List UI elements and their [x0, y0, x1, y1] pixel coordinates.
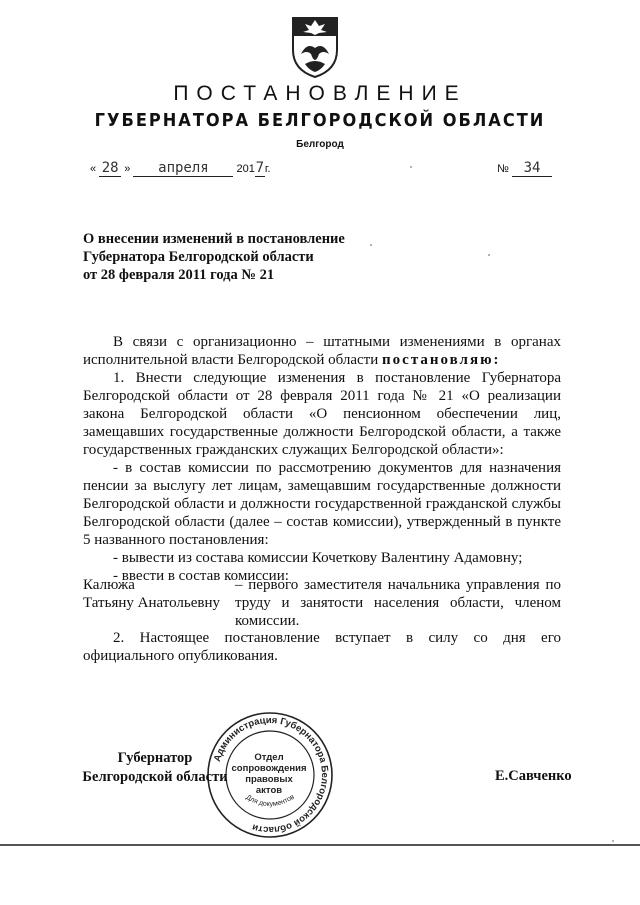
- subject-line: О внесении изменений в постановление: [83, 231, 345, 247]
- signatory-title-line: Белгородской области: [82, 769, 228, 785]
- date-year-unit: г.: [264, 163, 271, 175]
- member-name: [83, 576, 233, 612]
- scan-speck: [488, 254, 490, 256]
- stamp-line: правовых: [245, 774, 293, 785]
- document-type: ПОСТАНОВЛЕНИЕ: [173, 82, 467, 105]
- signatory-title: [70, 749, 240, 787]
- preamble-text: В связи с организационно – штатными изменениями в органах исполнительной власти Белгородской области: [83, 334, 561, 368]
- document-body: [83, 333, 561, 585]
- signatory-name: Е.Савченко: [495, 768, 572, 784]
- stamp-line: Отдел: [254, 752, 284, 763]
- paragraph-commission: - в состав комиссии по рассмотрению документов для назначения пенсии за выслугу лет лицам, замещавшим государственные должности Белгородской области и должности государственной гражданской службы Белгородской области (далее – состав комиссии), утвержденный в пункте 5 названного постановления:: [83, 460, 561, 548]
- stamp-bottom-text: Для документов: [244, 793, 296, 809]
- stamp-line: актов: [255, 785, 283, 796]
- subject-line: от 28 февраля 2011 года № 21: [83, 267, 275, 283]
- member-given-name: Татьяну Анатольевну: [83, 595, 221, 611]
- stamp-ring-text: Администрация Губернатора Белгородской области: [211, 714, 331, 836]
- city-name: Белгород: [296, 139, 344, 150]
- scan-border-line: [0, 844, 640, 846]
- resolution-word: постановляю:: [382, 352, 501, 368]
- subject-line: Губернатора Белгородской области: [83, 249, 314, 265]
- final-clause: [83, 629, 561, 665]
- scan-speck: [612, 840, 614, 842]
- number-value: 34: [512, 160, 552, 177]
- date-month: апреля: [133, 160, 233, 177]
- date-year-prefix: 201: [236, 163, 255, 175]
- paragraph-remove: - вывести из состава комиссии Кочеткову Валентину Адамовну;: [113, 550, 523, 566]
- scan-speck: [410, 166, 412, 168]
- subject-heading: [83, 230, 383, 284]
- date-open-quote: «: [90, 163, 97, 175]
- member-surname: Калюжа: [83, 577, 135, 593]
- date-day: 28: [99, 160, 121, 177]
- issuer-title: ГУБЕРНАТОРА БЕЛГОРОДСКОЙ ОБЛАСТИ: [94, 110, 546, 131]
- date-year-suffix: 7: [255, 160, 265, 176]
- paragraph-item-2: 2. Настоящее постановление вступает в силу со дня его официального опубликования.: [83, 630, 561, 664]
- date-number-line: [90, 160, 560, 180]
- paragraph-item-1: 1. Внести следующие изменения в постановление Губернатора Белгородской области от 28 февраля 2011 года № 21 «О реализации закона Белгородской области «О пенсионном обеспечении лиц, замещавших государственные должности Белгородской области, а также государственных гражданских служащих Белгородской области»:: [83, 370, 561, 458]
- signatory-title-line: Губернатор: [117, 750, 193, 766]
- date-close-quote: »: [124, 163, 131, 175]
- paragraph-preamble: [83, 333, 561, 369]
- paragraph-add: - ввести в состав комиссии:: [113, 568, 289, 584]
- stamp-line: сопровождения: [231, 763, 307, 774]
- scan-speck: [370, 244, 372, 246]
- number-label: №: [497, 163, 509, 175]
- document-number: [497, 160, 552, 177]
- coat-of-arms-icon: [287, 14, 343, 80]
- document-date: [90, 160, 271, 177]
- member-role: – первого заместителя начальника управления по труду и занятости населения области, членом комиссии.: [235, 577, 561, 629]
